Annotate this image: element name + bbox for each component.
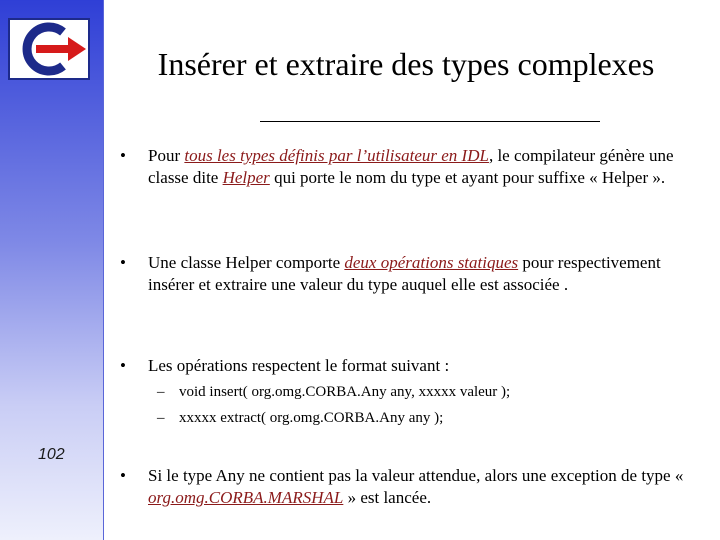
bullet-marker: • <box>120 253 126 272</box>
slide-title: Insérer et extraire des types complexes <box>157 46 655 82</box>
bullet-marker: • <box>120 466 126 485</box>
emphasized-text: Helper <box>222 168 270 187</box>
text-segment: , le compilateur génère une classe dite <box>148 146 674 187</box>
text-segment: Une classe Helper comporte <box>148 253 345 272</box>
sub-marker: – <box>157 410 165 426</box>
sub-item-text: void insert( org.omg.CORBA.Any any, xxxxx valeur ); <box>179 384 511 400</box>
text-segment: » est lancée. <box>343 488 432 507</box>
emphasized-text: org.omg.CORBA.MARSHAL <box>148 488 344 507</box>
text-segment: pour respectivement insérer et extraire une valeur du type auquel elle est associée . <box>148 253 661 294</box>
text-segment: Si le type Any ne contient pas la valeur attendue, alors une exception de type « <box>148 466 684 485</box>
emphasized-text: tous les types définis par l’utilisateur en IDL <box>184 146 489 165</box>
bullet-marker: • <box>120 146 126 165</box>
bullet-marker: • <box>120 356 126 375</box>
sub-item <box>157 382 510 402</box>
title-divider <box>260 121 600 122</box>
logo-icon <box>8 18 90 80</box>
bullet-text <box>148 145 708 189</box>
emphasized-text: deux opérations statiques <box>344 253 519 272</box>
sidebar <box>0 0 104 540</box>
sub-item <box>157 408 443 428</box>
bullet-text <box>148 465 708 509</box>
text-segment: Les opérations respectent le format suivant : <box>148 356 450 375</box>
page-number: 102 <box>38 446 65 463</box>
sub-marker: – <box>157 384 165 400</box>
text-segment: qui porte le nom du type et ayant pour suffixe « Helper ». <box>269 168 666 187</box>
sub-item-text: xxxxx extract( org.omg.CORBA.Any any ); <box>179 410 444 426</box>
text-segment: Pour <box>148 146 185 165</box>
bullet-text <box>148 252 708 296</box>
bullet-text <box>148 355 708 377</box>
